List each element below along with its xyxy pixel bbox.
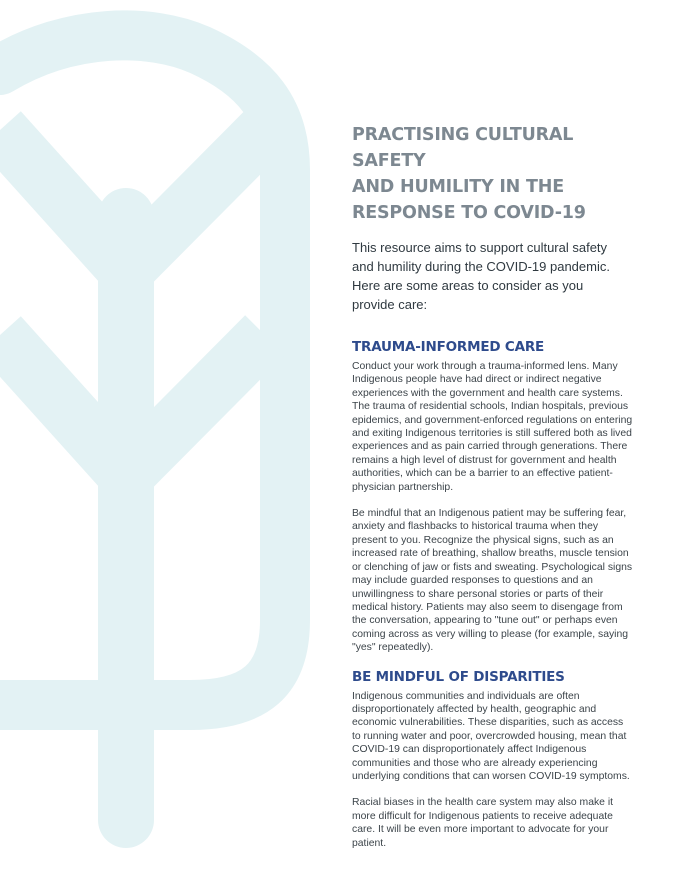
body-paragraph: Indigenous communities and individuals are often disproportionately affected by health, geographic and economic vulnerabilities. These disparities, such as access to running water and poor, overcrowded housing, mean that COVID-19 can disproportionately affect Indigenous communities and those who are already experiencing underlying conditions that can worsen COVID-19 symptoms. [352, 690, 630, 782]
document-content [352, 122, 642, 863]
title-line: PRACTISING CULTURAL SAFETY [352, 125, 574, 171]
body-paragraph: Racial biases in the health care system may also make it more difficult for Indigenous patients to receive adequate care. It will be even more important to advocate for your patient. [352, 797, 614, 849]
stem-shape [98, 188, 154, 848]
body-paragraph: Be mindful that an Indigenous patient may be suffering fear, anxiety and flashbacks to historical trauma when they present to you. Recognize the physical signs, such as an increased rate of breathing, shallow breaths, muscle tension or clenching of jaw or fists and sweating. Psychological signs may include guarded responses to questions and an unwillingness to share personal stories or parts of their medical history. Patients may also seem to disengage from the conversation, appearing to "tune out" or perhaps even coming across as very willing to please (for example, saying "yes" repeatedly). [352, 508, 633, 654]
title-line: RESPONSE TO COVID-19 [352, 203, 586, 223]
intro-paragraph: This resource aims to support cultural safety and humility during the COVID-19 pandemic. Here are some areas to consider as you provide care: [352, 240, 610, 312]
section-heading-be-mindful-of-disparities: BE MINDFUL OF DISPARITIES [352, 668, 565, 685]
section-heading-trauma-informed-care: TRAUMA-INFORMED CARE [352, 339, 545, 355]
page-title [352, 122, 642, 226]
title-line: AND HUMILITY IN THE [352, 177, 564, 197]
body-paragraph: Conduct your work through a trauma-informed lens. Many Indigenous people have had direct or indirect negative experiences with the government and health care systems. The trauma of residential schools, Indian hospitals, previous epidemics, and government-enforced regulations on entering and exiting Indigenous territories is still suffered both as lived experiences and as pain carried through generations. There remains a high level of distrust for government and health authorities, which can be a barrier to an effective patient-physician partnership. [352, 361, 633, 493]
